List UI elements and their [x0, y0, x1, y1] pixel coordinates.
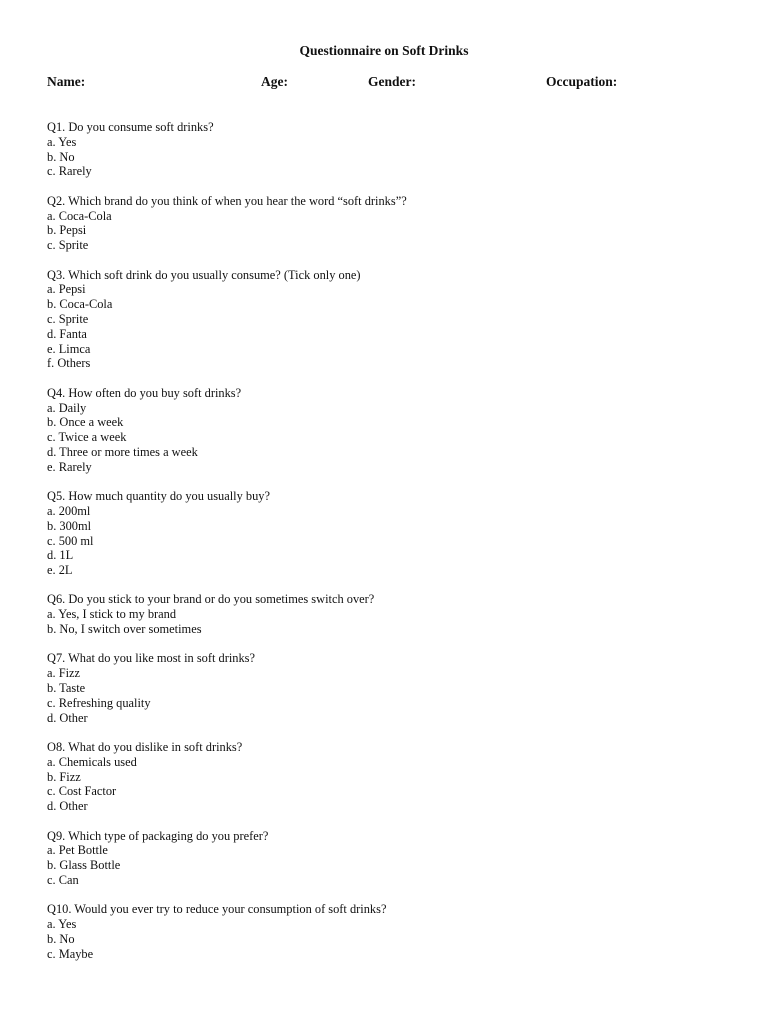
answer-option: d. 1L	[47, 548, 74, 563]
answer-option: a. Daily	[47, 400, 87, 415]
answer-option: a. Pet Bottle	[47, 843, 108, 858]
respondent-fields	[0, 74, 768, 92]
name-label: Name:	[47, 74, 86, 89]
answer-option: b. No, I switch over sometimes	[47, 622, 202, 637]
question-list	[47, 120, 727, 976]
page-title: Questionnaire on Soft Drinks	[299, 43, 469, 58]
answer-option: b. Coca-Cola	[47, 297, 113, 312]
answer-option: b. Fizz	[47, 769, 81, 784]
question-block-9	[47, 829, 727, 888]
answer-option: c. Rarely	[47, 164, 92, 179]
answer-option: d. Other	[47, 799, 88, 814]
answer-option: b. Glass Bottle	[47, 858, 121, 873]
answer-option: c. Can	[47, 873, 79, 888]
answer-option: a. 200ml	[47, 503, 91, 518]
answer-option: a. Fizz	[47, 666, 81, 681]
question-text: Q9. Which type of packaging do you prefer?	[47, 828, 269, 843]
answer-option: c. Refreshing quality	[47, 695, 151, 710]
answer-option: b. 300ml	[47, 518, 92, 533]
answer-option: c. Sprite	[47, 311, 89, 326]
answer-option: a. Yes	[47, 134, 77, 149]
question-block-2	[47, 194, 727, 253]
answer-option: d. Other	[47, 710, 88, 725]
answer-option: a. Coca-Cola	[47, 208, 112, 223]
answer-option: c. Cost Factor	[47, 784, 117, 799]
answer-option: e. Rarely	[47, 459, 92, 474]
answer-option: a. Chemicals used	[47, 754, 137, 769]
question-block-6	[47, 592, 727, 636]
question-block-8	[47, 740, 727, 814]
question-text: Q7. What do you like most in soft drinks?	[47, 651, 255, 666]
answer-option: d. Fanta	[47, 326, 87, 341]
question-text: Q4. How often do you buy soft drinks?	[47, 385, 242, 400]
answer-option: f. Others	[47, 356, 91, 371]
answer-option: a. Pepsi	[47, 282, 86, 297]
answer-option: a. Yes, I stick to my brand	[47, 607, 177, 622]
answer-option: d. Three or more times a week	[47, 444, 198, 459]
answer-option: b. Once a week	[47, 415, 124, 430]
question-text: Q6. Do you stick to your brand or do you sometimes switch over?	[47, 592, 375, 607]
question-text: Q2. Which brand do you think of when you hear the word “soft drinks”?	[47, 193, 407, 208]
answer-option: e. Limca	[47, 341, 91, 356]
gender-label: Gender:	[368, 74, 416, 89]
age-label: Age:	[261, 74, 288, 89]
question-block-3	[47, 268, 727, 372]
question-text: Q5. How much quantity do you usually buy?	[47, 489, 271, 504]
answer-option: b. No	[47, 932, 75, 946]
answer-option: b. Pepsi	[47, 223, 87, 238]
answer-option: a. Yes	[47, 917, 77, 932]
answer-option: c. Twice a week	[47, 430, 127, 445]
question-block-7	[47, 651, 727, 725]
question-text: O8. What do you dislike in soft drinks?	[47, 740, 243, 755]
question-block-1	[47, 120, 727, 179]
question-text: Q3. Which soft drink do you usually consume? (Tick only one)	[47, 267, 361, 282]
occupation-label: Occupation:	[546, 74, 618, 89]
question-block-10	[47, 902, 727, 961]
answer-option: c. 500 ml	[47, 533, 94, 548]
question-text: Q1. Do you consume soft drinks?	[47, 120, 214, 134]
question-text: Q10. Would you ever try to reduce your consumption of soft drinks?	[47, 902, 387, 917]
answer-option: b. No	[47, 149, 75, 164]
answer-option: c. Sprite	[47, 238, 89, 253]
question-block-5	[47, 489, 727, 578]
answer-option: b. Taste	[47, 681, 86, 696]
question-block-4	[47, 386, 727, 475]
answer-option: e. 2L	[47, 563, 73, 578]
answer-option: c. Maybe	[47, 946, 94, 961]
